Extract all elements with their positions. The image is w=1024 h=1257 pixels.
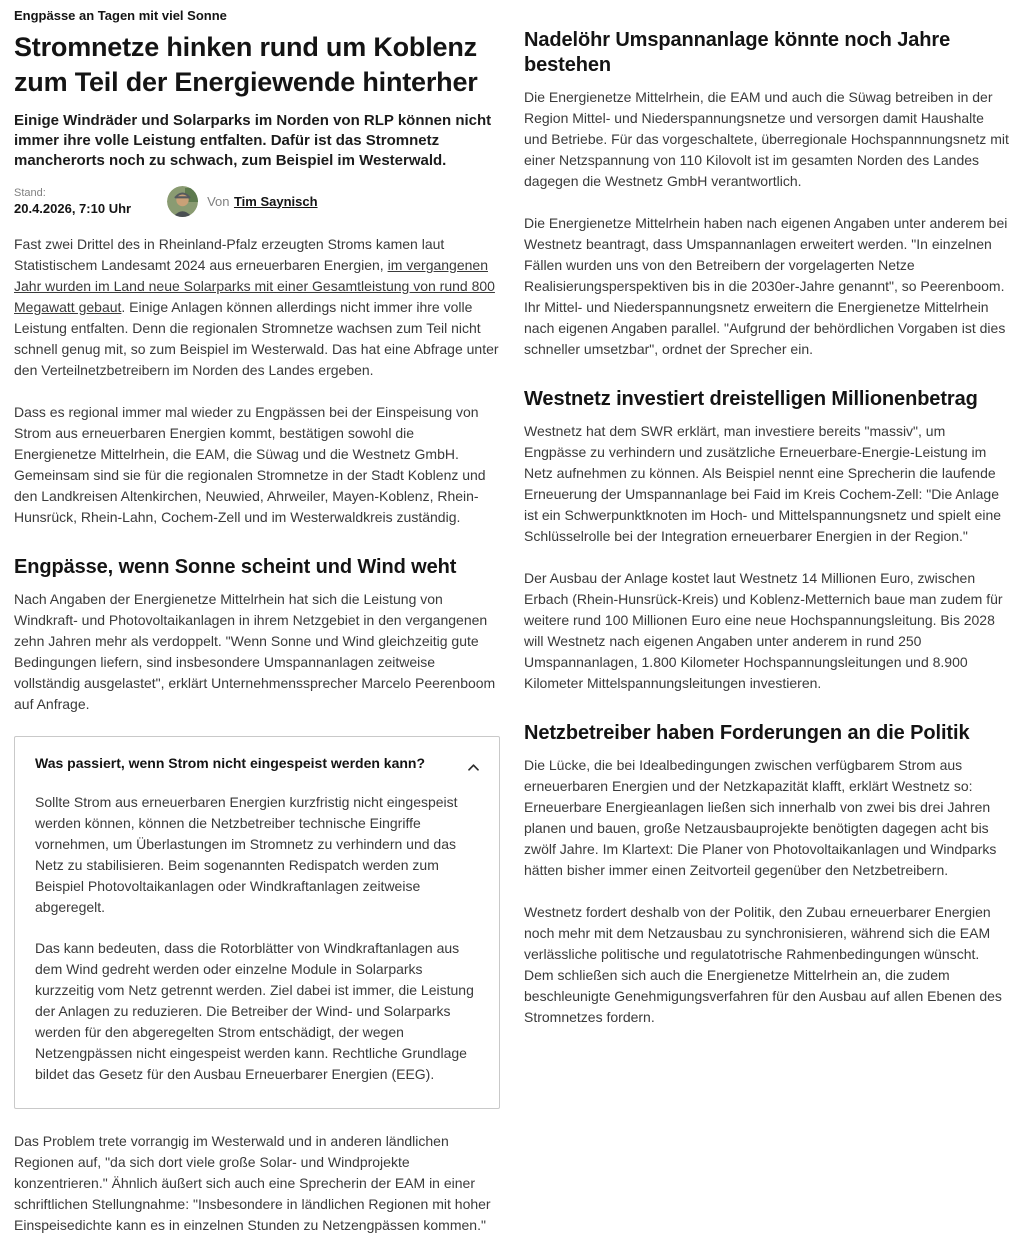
byline-prefix: Von xyxy=(207,193,230,209)
paragraph-text: . Einige Anlagen können allerdings nicht immer ihre volle Leistung entfalten. Denn die regionalen Stromnetze wachsen zum Teil nicht schnell genug mit, so zum Beispiel im Westerwald. Das hat eine Abfrage unter den Verteilnetzbetreibern im Norden des Landes ergeben. xyxy=(14,299,499,378)
accordion-answer: Sollte Strom aus erneuerbaren Energien kurzfristig nicht eingespeist werden können, können die Netzbetreiber technische Eingriffe vornehmen, um Überlastungen im Stromnetz zu verhindern und das Netz zu stabilisieren. Beim sogenannten Redispatch werden zum Beispiel Photovoltaikanlagen oder Windkraftanlagen zeitweise abgeregelt. xyxy=(35,794,458,915)
article-paragraph: Dass es regional immer mal wieder zu Engpässen bei der Einspeisung von Strom aus erneuerbaren Energien kommt, bestätigen sowohl die Energienetze Mittelrhein, die EAM, die Süwag und die Westnetz GmbH. Gemeinsam sind sie für die regionalen Stromnetze in der Stadt Koblenz und den Landkreisen Altenkirchen, Neuwied, Ahrweiler, Mayen-Koblenz, Rhein-Hunsrück, Rhein-Lahn, Cochem-Zell und im Westerwaldkreis zuständig. xyxy=(14,404,486,525)
author-link[interactable]: Tim Saynisch xyxy=(233,193,318,209)
accordion-answer: Das kann bedeuten, dass die Rotorblätter von Windkraftanlagen aus dem Wind gedreht werden oder einzelne Module in Solarparks kurzzeitig vom Netz getrennt werden. Ziel dabei ist immer, die Leistung der Anlagen zu reduzieren. Die Betreiber der Wind- und Solarparks werden für den abgeregelten Strom entschädigt, der wegen Netzengpässen nicht eingespeist werden kann. Rechtliche Grundlage bildet das Gesetz für den Ausbau Erneuerbarer Energien (EEG). xyxy=(35,940,474,1082)
accordion-header[interactable] xyxy=(35,754,479,776)
solarparks-link[interactable]: im vergangenen Jahr wurden im Land neue Solarparks mit einer Gesamtleistung von rund 800 Megawatt gebaut xyxy=(14,257,495,315)
author-avatar-image xyxy=(167,186,198,217)
section-heading-westnetz: Westnetz investiert dreistelligen Millionenbetrag xyxy=(524,388,978,410)
section-heading-politik: Netzbetreiber haben Forderungen an die Politik xyxy=(524,722,970,744)
byline xyxy=(167,186,317,217)
article-paragraph: Nach Angaben der Energienetze Mittelrhein hat sich die Leistung von Windkraft- und Photovoltaikanlagen in ihrem Netzgebiet in den vergangenen zehn Jahren mehr als verdoppelt. "Wenn Sonne und Wind gleichzeitig gute Bedingungen liefern, sind insbesondere Umspannanlagen zeitweise vollständig ausgelastet", erklärt Unternehmenssprecher Marcelo Peerenboom auf Anfrage. xyxy=(14,591,496,712)
section-heading-nadeloehr: Nadelöhr Umspannanlage könnte noch Jahre bestehen xyxy=(524,29,951,76)
article-column-right xyxy=(524,8,1010,1257)
article-paragraph: Westnetz fordert deshalb von der Politik, den Zubau erneuerbarer Energien noch mehr mit dem Netzausbau zu synchronisieren, während sich die EAM verlässliche politische und regulatotrische Rahmenbedingungen wünscht. Dem schließen sich auch die Energienetze Mittelrhein an, die zudem beschleunigte Genehmigungsverfahren für den Ausbau auf allen Ebenen des Stromnetzes fordern. xyxy=(524,904,1002,1025)
chevron-up-icon[interactable] xyxy=(468,754,479,776)
publish-date: 20.4.2026, 7:10 Uhr xyxy=(14,201,132,216)
article-paragraph: Das Problem trete vorrangig im Westerwald und in anderen ländlichen Regionen auf, "da sich dort viele große Solar- und Windprojekte konzentrieren." Ähnlich äußert sich auch eine Sprecherin der EAM in einer schriftlichen Stellungnahme: "Insbesondere in ländlichen Regionen mit hoher Einspeisedichte kann es in einzelnen Stunden zu Netzengpässen kommen." xyxy=(14,1133,491,1233)
stand-label: Stand: xyxy=(14,187,46,199)
byline-text xyxy=(207,193,317,211)
article-paragraph: Der Ausbau der Anlage kostet laut Westnetz 14 Millionen Euro, zwischen Erbach (Rhein-Hunsrück-Kreis) und Koblenz-Metternich baue man zudem für weitere rund 100 Millionen Euro eine neue Hochspannungsleitung. Bis 2028 will Westnetz nach eigenen Angaben unter anderem in rund 250 Umspannanlagen, 1.800 Kilometer Hochspannungsleitungen und 8.900 Kilometer Mittelspannungsleitungen investieren. xyxy=(524,570,1003,691)
kicker: Engpässe an Tagen mit viel Sonne xyxy=(14,8,227,23)
article-meta xyxy=(14,186,500,217)
article-paragraph: Die Lücke, die bei Idealbedingungen zwischen verfügbarem Strom aus erneuerbaren Energien und der Netzkapazität klafft, erklärt Westnetz so: Erneuerbare Energieanlagen ließen sich innerhalb von zwei bis drei Jahren planen und bauen, große Netzausbauprojekte benötigten dagegen acht bis zwölf Jahre. Im Klartext: Die Planer von Photovoltaikanlagen und Windparks hätten bisher immer einen Zeitvorteil gegenüber den Netzbetreibern. xyxy=(524,757,997,878)
section-heading-engpaesse: Engpässe, wenn Sonne scheint und Wind weht xyxy=(14,556,457,578)
paragraph-text: Fast zwei Drittel des in Rheinland-Pfalz erzeugten Stroms kamen laut Statistischem Landesamt 2024 aus erneuerbaren Energien, xyxy=(14,236,445,273)
info-accordion xyxy=(14,736,500,1109)
article-paragraph: Westnetz hat dem SWR erklärt, man investiere bereits "massiv", um Engpässe zu verhindern und zusätzliche Erneuerbare-Energie-Leistung im Netz aufnehmen zu können. Als Beispiel nennt eine Sprecherin die laufende Erneuerung der Umspannanlage bei Faid im Kreis Cochem-Zell: "Die Anlage ist ein Schwerpunktknoten im Hoch- und Mittelspannungsnetz und spielt eine Schlüsselrolle bei der Integration erneuerbarer Energien in der Region." xyxy=(524,423,1002,544)
article-paragraph: Die Energienetze Mittelrhein haben nach eigenen Angaben unter anderem bei Westnetz beantragt, dass Umspannanlagen erweitert werden. "In einzelnen Fällen wurden uns von den Betreibern der vorgelagerten Netze Realisierungsperspektiven bis in die 2030er-Jahre genannt", so Peerenboom. Ihr Mittel- und Niederspannungsnetz erweitern die Energienetze Mittelrhein nach eigenen Angaben parallel. "Aufgrund der behördlichen Vorgaben ist dies schneller umsetzbar", ordnet der Sprecher ein. xyxy=(524,215,1008,357)
author-avatar[interactable] xyxy=(167,186,198,217)
stand-block xyxy=(14,186,131,217)
accordion-question: Was passiert, wenn Strom nicht eingespeist werden kann? xyxy=(35,755,426,771)
article-paragraph xyxy=(14,234,500,381)
article-lead: Einige Windräder und Solarparks im Norden von RLP können nicht immer ihre volle Leistung entfalten. Dafür ist das Stromnetz mancherorts noch zu schwach, zum Beispiel im Westerwald. xyxy=(14,112,492,169)
article-paragraph: Die Energienetze Mittelrhein, die EAM und auch die Süwag betreiben in der Region Mittel- und Niederspannungsnetze und versorgen damit Haushalte und Betriebe. Für das vorgeschaltete, überregionale Hochspannnungsnetz mit einer Netzspannung von 110 Kilovolt ist im gesamten Norden des Landes dagegen die Westnetz GmbH verantwortlich. xyxy=(524,89,1009,189)
page-title: Stromnetze hinken rund um Koblenz zum Teil der Energiewende hinterher xyxy=(14,32,478,97)
article-column-left xyxy=(14,8,500,1257)
